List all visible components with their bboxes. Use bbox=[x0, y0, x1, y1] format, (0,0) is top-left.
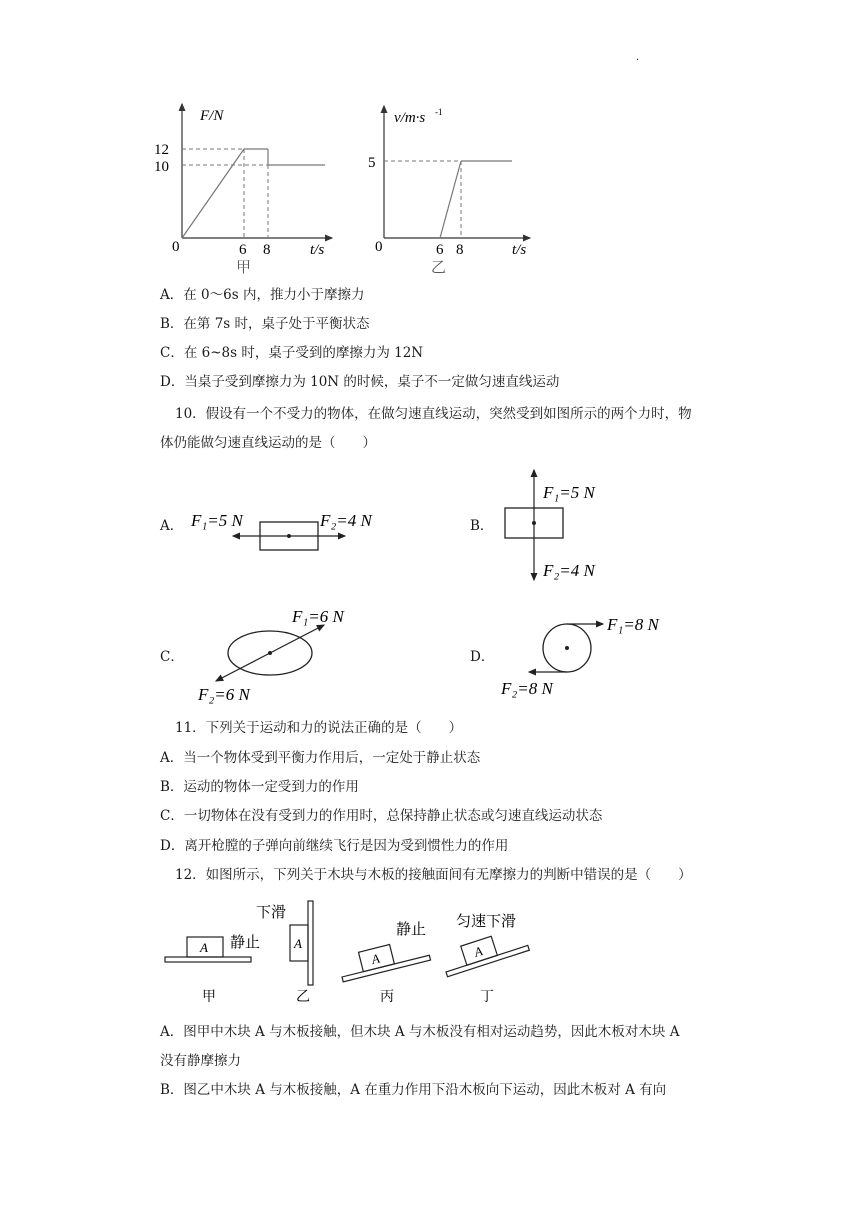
q12-option-b-1: B．图乙中木块 A 与木板接触，A 在重力作用下沿木板向下运动，因此木板对 A 有向 bbox=[160, 1082, 667, 1098]
force-f1: F₁=6 N bbox=[292, 607, 344, 626]
tick-6: 6 bbox=[436, 242, 444, 258]
x-axis-label: t/s bbox=[310, 242, 325, 258]
force-f1: F₁=8 N bbox=[607, 615, 659, 634]
q9-option-b: B．在第 7s 时，桌子处于平衡状态 bbox=[160, 316, 370, 332]
force-f2: F₂=4 N bbox=[320, 511, 372, 530]
x-axis-label: t/s bbox=[512, 242, 527, 258]
q10-figure-b bbox=[495, 464, 635, 588]
q11-option-c: C．一切物体在没有受到力的作用时，总保持静止状态或匀速直线运动状态 bbox=[160, 808, 603, 824]
jia-state: 静止 bbox=[230, 935, 261, 951]
caption-yi: 乙 bbox=[431, 260, 447, 276]
tick-8: 8 bbox=[456, 242, 464, 258]
q12-figure bbox=[160, 895, 540, 1010]
q10-figure-c bbox=[190, 600, 390, 710]
q12-stem: 12．如图所示，下列关于木块与木板的接触面间有无摩擦力的判断中错误的是（ ） bbox=[175, 867, 692, 883]
tick-8: 8 bbox=[263, 242, 271, 258]
force-ramp bbox=[182, 149, 244, 238]
q10-label-a: A． bbox=[160, 518, 184, 534]
caption-jia: 甲 bbox=[236, 260, 252, 276]
q10-figure-a bbox=[185, 498, 405, 558]
y-axis-sup: -1 bbox=[435, 107, 443, 117]
caption-ding: 丁 bbox=[480, 990, 494, 1005]
svg-text:A: A bbox=[369, 950, 382, 968]
tick-0: 0 bbox=[375, 239, 383, 255]
q11-option-d: D．离开枪膛的子弹向前继续飞行是因为受到惯性力的作用 bbox=[160, 838, 509, 854]
tick-10: 10 bbox=[154, 159, 169, 175]
force-f2: F₂=6 N bbox=[198, 685, 250, 704]
q10-figure-d bbox=[495, 605, 695, 705]
ding-state: 匀速下滑 bbox=[456, 914, 517, 930]
q12-option-a-1: A．图甲中木块 A 与木板接触，但木块 A 与木板没有相对运动趋势，因此木板对木块 A bbox=[160, 1024, 680, 1040]
q11-option-a: A．当一个物体受到平衡力作用后，一定处于静止状态 bbox=[160, 750, 481, 766]
force-f2: F₂=8 N bbox=[501, 679, 553, 698]
q9-option-c: C．在 6~8s 时，桌子受到的摩擦力为 12N bbox=[160, 345, 424, 361]
force-f1: F₁=5 N bbox=[191, 511, 243, 530]
bing-state: 静止 bbox=[396, 922, 427, 938]
force-f1: F₁=5 N bbox=[543, 483, 595, 502]
svg-text:A: A bbox=[294, 936, 302, 951]
caption-yi: 乙 bbox=[296, 990, 310, 1005]
q10-label-d: D． bbox=[470, 649, 495, 665]
caption-jia: 甲 bbox=[202, 990, 216, 1005]
q10-stem-1: 10．假设有一个不受力的物体，在做匀速直线运动，突然受到如图所示的两个力时，物 bbox=[175, 406, 692, 422]
q10-label-c: C． bbox=[160, 649, 184, 665]
force-f2: F₂=4 N bbox=[543, 561, 595, 580]
page-dot: . bbox=[636, 52, 640, 63]
q9-option-d: D．当桌子受到摩擦力为 10N 的时候，桌子不一定做匀速直线运动 bbox=[160, 374, 560, 390]
yi-state: 下滑 bbox=[256, 905, 287, 921]
svg-text:A: A bbox=[472, 943, 485, 960]
q11-option-b: B．运动的物体一定受到力的作用 bbox=[160, 779, 359, 795]
caption-bing: 丙 bbox=[380, 990, 394, 1005]
svg-text:A: A bbox=[200, 940, 208, 955]
tick-5: 5 bbox=[368, 155, 376, 171]
tick-6: 6 bbox=[239, 242, 247, 258]
q9-option-a: A．在 0～6s 内，推力小于摩擦力 bbox=[160, 287, 365, 303]
tick-0: 0 bbox=[172, 239, 180, 255]
graph-jia bbox=[150, 96, 340, 276]
q11-stem: 11．下列关于运动和力的说法正确的是（ ） bbox=[175, 720, 463, 736]
q12-option-a-2: 没有静摩擦力 bbox=[160, 1053, 241, 1069]
q10-stem-2: 体仍能做匀速直线运动的是（ ） bbox=[160, 435, 376, 451]
tick-12: 12 bbox=[154, 142, 169, 158]
y-axis-label: F/N bbox=[200, 108, 224, 124]
q10-label-b: B． bbox=[470, 518, 494, 534]
velocity-ramp bbox=[440, 161, 461, 238]
graph-yi bbox=[362, 96, 547, 276]
y-axis-label: v/m·s bbox=[394, 110, 426, 126]
